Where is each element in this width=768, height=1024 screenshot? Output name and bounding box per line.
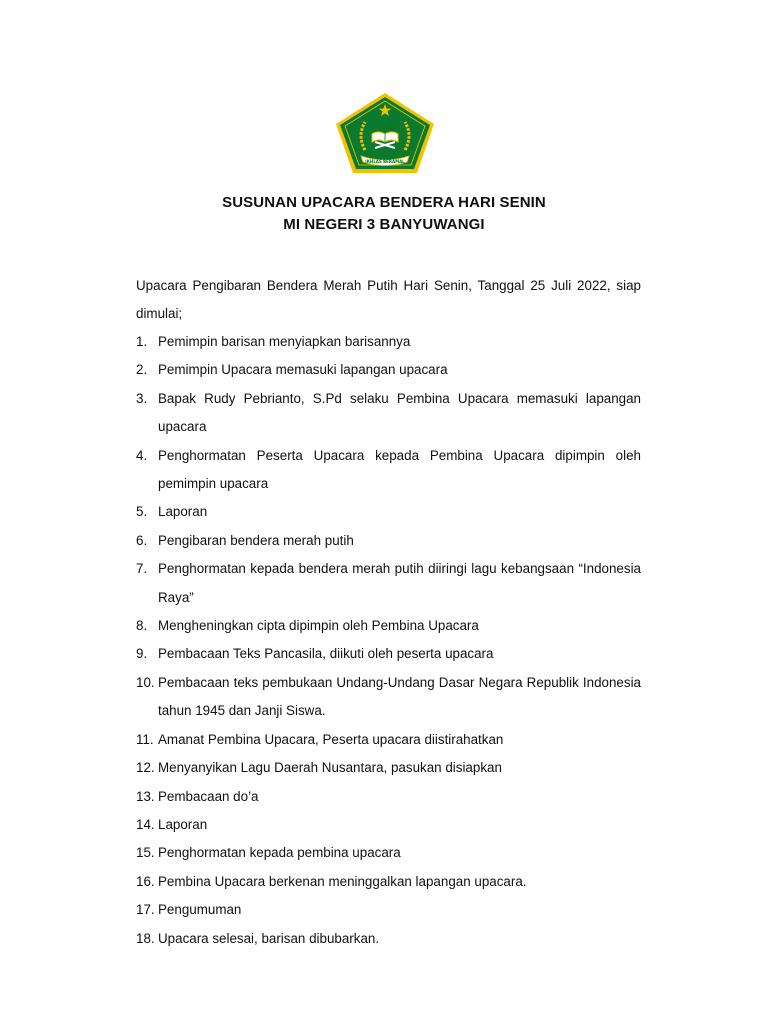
item-text: Pengumuman [158,902,242,918]
item-number: 7. [136,561,148,577]
item-number: 9. [136,646,148,662]
list-item [136,442,641,499]
list-item [136,754,641,782]
list-item [136,527,641,555]
kemenag-logo [335,92,435,174]
ceremony-agenda-list [136,328,641,953]
list-item [136,328,641,356]
item-text: Penghormatan kepada bendera merah putih diiringi lagu kebangsaan “Indonesia Raya” [158,561,641,605]
school-name: MI NEGERI 3 BANYUWANGI [283,216,485,233]
item-text: Laporan [158,816,208,832]
item-number: 2. [136,362,148,378]
item-text: Amanat Pembina Upacara, Peserta upacara diistirahatkan [158,731,504,747]
list-item [136,669,641,726]
list-item [136,811,641,839]
item-number: 14. [136,816,155,832]
item-text: Pemimpin Upacara memasuki lapangan upacara [158,362,448,378]
item-text: Mengheningkan cipta dipimpin oleh Pembina Upacara [158,618,479,634]
list-item [136,868,641,896]
item-number: 6. [136,532,148,548]
list-item [136,726,641,754]
list-item [136,612,641,640]
item-number: 3. [136,390,148,406]
document-title: SUSUNAN UPACARA BENDERA HARI SENIN [222,194,546,211]
list-item [136,356,641,384]
item-text: Pembacaan do’a [158,788,259,804]
list-item [136,839,641,867]
item-text: Pembacaan Teks Pancasila, diikuti oleh peserta upacara [158,646,494,662]
intro-paragraph: Upacara Pengibaran Bendera Merah Putih Hari Senin, Tanggal 25 Juli 2022, siap dimulai; [136,278,641,321]
item-number: 15. [136,845,155,861]
list-item [136,783,641,811]
item-text: Pemimpin barisan menyiapkan barisannya [158,334,411,349]
list-item [136,555,641,612]
item-number: 1. [136,334,148,349]
item-text: Pembacaan teks pembukaan Undang-Undang Dasar Negara Republik Indonesia tahun 1945 dan Janji Siswa. [158,674,641,719]
item-number: 17. [136,902,155,918]
item-number: 16. [136,873,155,889]
list-item [136,498,641,526]
item-text: Penghormatan kepada pembina upacara [158,845,401,861]
item-text: Menyanyikan Lagu Daerah Nusantara, pasukan disiapkan [158,760,502,776]
list-item [136,385,641,442]
list-item [136,640,641,668]
item-text: Pembina Upacara berkenan meninggalkan lapangan upacara. [158,873,527,889]
item-number: 18. [136,930,155,946]
item-text: Upacara selesai, barisan dibubarkan. [158,930,380,946]
item-number: 12. [136,760,155,776]
item-text: Pengibaran bendera merah putih [158,532,354,548]
item-number: 11. [136,731,154,747]
item-number: 5. [136,504,148,520]
item-number: 4. [136,447,148,463]
item-number: 10. [136,674,155,690]
item-text: Penghormatan Peserta Upacara kepada Pembina Upacara dipimpin oleh pemimpin upacara [158,447,641,492]
logo-ribbon-text: IKHLAS BERAMAL [365,159,405,164]
item-text: Bapak Rudy Pebrianto, S.Pd selaku Pembina Upacara memasuki lapangan upacara [158,390,641,435]
list-item [136,925,641,953]
list-item [136,896,641,924]
item-text: Laporan [158,504,208,520]
item-number: 8. [136,618,148,634]
item-number: 13. [136,788,155,804]
